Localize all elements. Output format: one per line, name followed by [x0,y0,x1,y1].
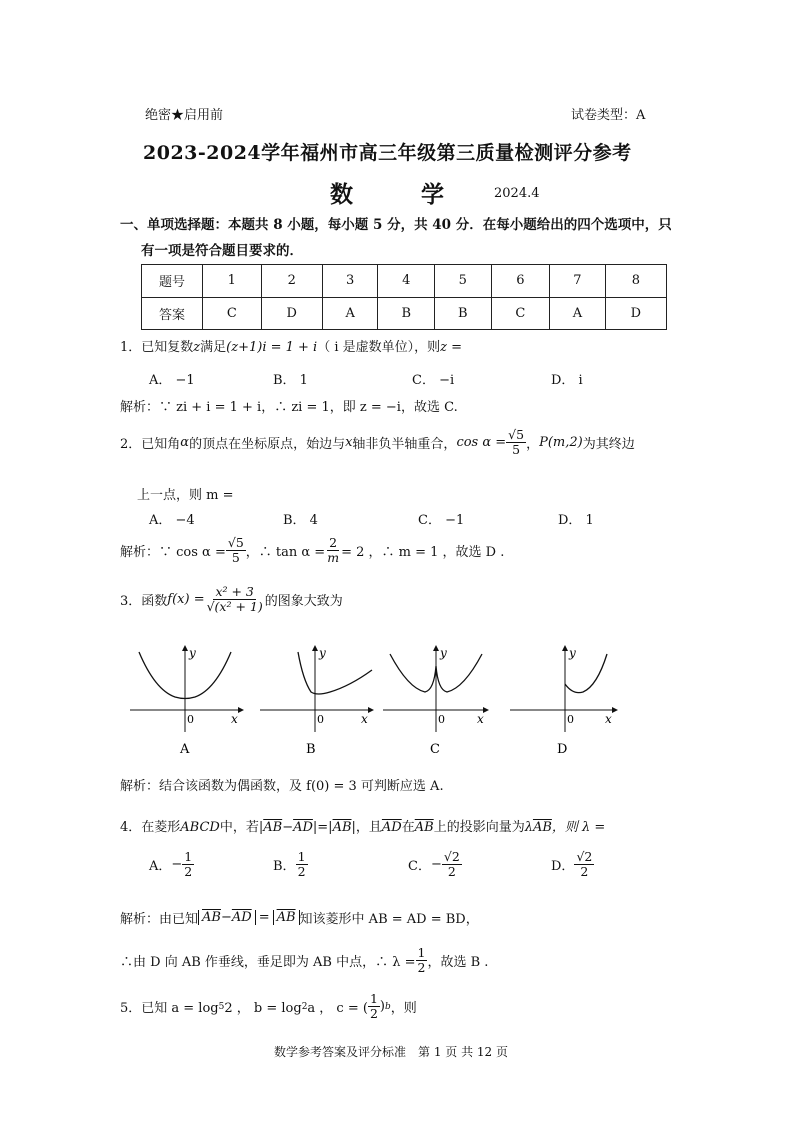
page-footer: 数学参考答案及评分标准 第 1 页 共 12 页 [274,1045,508,1059]
table-cell: C [203,297,262,330]
graph-d-x-label: x [605,712,612,726]
table-cell: A [322,297,378,330]
function-graphs [125,640,625,760]
graph-d-y-label: y [569,646,576,660]
fraction-2-over-m: $\frac{2}{m}$ [327,535,340,566]
q1-option-a: A． −1 [149,373,195,388]
question-4-stem: 4．在菱形ABCD中，若$|\overline{AB}-\overline{AD}|=|\overline{AB}|$，且$\overline{AD}$在$\overline{AB}$上的投影向量为$\lambda\overline{AB}$，则 λ = [120,820,606,835]
fraction-sqrt5-over-5: $\frac{√5}{5}$ [508,427,525,458]
page-title: 2023-2024学年福州市高三年级第三质量检测评分参考 [143,142,632,164]
question-3-stem: 3．函数 f(x) = $\frac{\text{x² + 3}}{\text{√(x² + 1)}}$ 的图象大致为 [120,584,343,615]
q1-option-c: C． −i [412,373,455,388]
table-cell: C [491,297,550,330]
graph-a-origin: 0 [187,713,194,726]
table-row [142,297,667,330]
graph-b-y-label: y [319,646,326,660]
question-2-stem: 2．已知角 α 的顶点在坐标原点，始边与 x 轴非负半轴重合， cos α = $\frac{√5}{5}$ ， P(m,2) 为其终边 [120,427,635,458]
graph-a-y-label: y [189,646,196,660]
table-cell: 1 [203,265,262,298]
q2-stem-line2: 上一点，则 m = [137,488,234,503]
graph-d [510,646,617,732]
q1-option-d: D． i [551,373,583,388]
q4-option-a: A． − $\frac{1}{2}$ [149,849,193,880]
table-cell: 8 [605,265,666,298]
q4-solution-line1: 解析：由已知 $\overline{AB}-\overline{AD}$ = $\overline{AB}$ 知该菱形中 AB = AD = BD， [120,910,479,927]
q2-option-a: A． −4 [149,513,195,528]
q1-solution: 解析：∵ zi + i = 1 + i，∴ zi = 1，即 z = −i，故选 C. [120,400,458,415]
question-5-stem: 5．已知 a = log 5 2 ， b = log 2 a ， c = ( $\frac{1}{2}$ ) b ，则 [120,991,417,1022]
exam-date: 2024.4 [494,186,540,201]
q1-option-b: B． 1 [273,373,308,388]
graph-d-origin: 0 [567,713,574,726]
graph-c [383,646,488,732]
table-row [142,265,667,298]
graph-c-x-label: x [477,712,484,726]
section-heading-line2: 有一项是符合题目要求的． [141,243,303,259]
fraction-sqrt5-over-5: $\frac{√5}{5}$ [227,535,244,566]
q2-option-d: D． 1 [558,513,594,528]
table-cell: D [261,297,322,330]
q2-option-c: C． −1 [418,513,465,528]
subject-title: 数 学 [330,181,475,208]
graph-c-y-label: y [440,646,447,660]
graph-d-label: D [557,742,568,757]
q2-solution: 解析：∵ cos α = $\frac{√5}{5}$ ，∴ tan α = $\frac{2}{m}$ = 2 ，∴ m = 1 ，故选 D . [120,535,505,566]
answer-table [141,264,667,330]
graph-c-origin: 0 [438,713,445,726]
q4-option-d: D． $\frac{√2}{2}$ [551,849,593,880]
graph-b-origin: 0 [317,713,324,726]
table-cell: 2 [261,265,322,298]
graph-c-label: C [430,742,440,757]
graph-a-label: A [180,742,190,757]
table-cell: D [605,297,666,330]
table-cell: B [378,297,435,330]
q2-option-b: B． 4 [283,513,318,528]
table-cell: 4 [378,265,435,298]
table-cell: B [434,297,491,330]
table-cell: 6 [491,265,550,298]
q4-option-b: B． $\frac{1}{2}$ [273,849,306,880]
q4-option-c: C． − $\frac{√2}{2}$ [408,849,460,880]
function-fraction: $\frac{\text{x² + 3}}{\text{√(x² + 1)}}$ [206,584,263,615]
table-cell-label: 答案 [142,297,203,330]
table-cell: 7 [550,265,606,298]
graph-b-x-label: x [361,712,368,726]
q3-solution: 解析：结合该函数为偶函数，及 f(0) = 3 可判断应选 A. [120,779,444,794]
confidential-label: 绝密★启用前 [145,108,224,123]
table-cell: A [550,297,606,330]
question-1-stem: 1．已知复数z满足(z+1)i = 1 + i（ i 是虚数单位），则z = [120,340,463,355]
q4-solution-line2: ∴由 D 向 AB 作垂线，垂足即为 AB 中点，∴ λ = $\frac{1}{2}$ ，故选 B . [120,945,489,976]
paper-type-label: 试卷类型：A [571,108,646,123]
table-cell: 5 [434,265,491,298]
table-cell-label: 题号 [142,265,203,298]
table-cell: 3 [322,265,378,298]
graph-a-x-label: x [231,712,238,726]
graph-b-label: B [306,742,316,757]
section-heading-line1: 一、单项选择题：本题共 8 小题，每小题 5 分，共 40 分．在每小题给出的四个选项中，只 [120,217,672,233]
